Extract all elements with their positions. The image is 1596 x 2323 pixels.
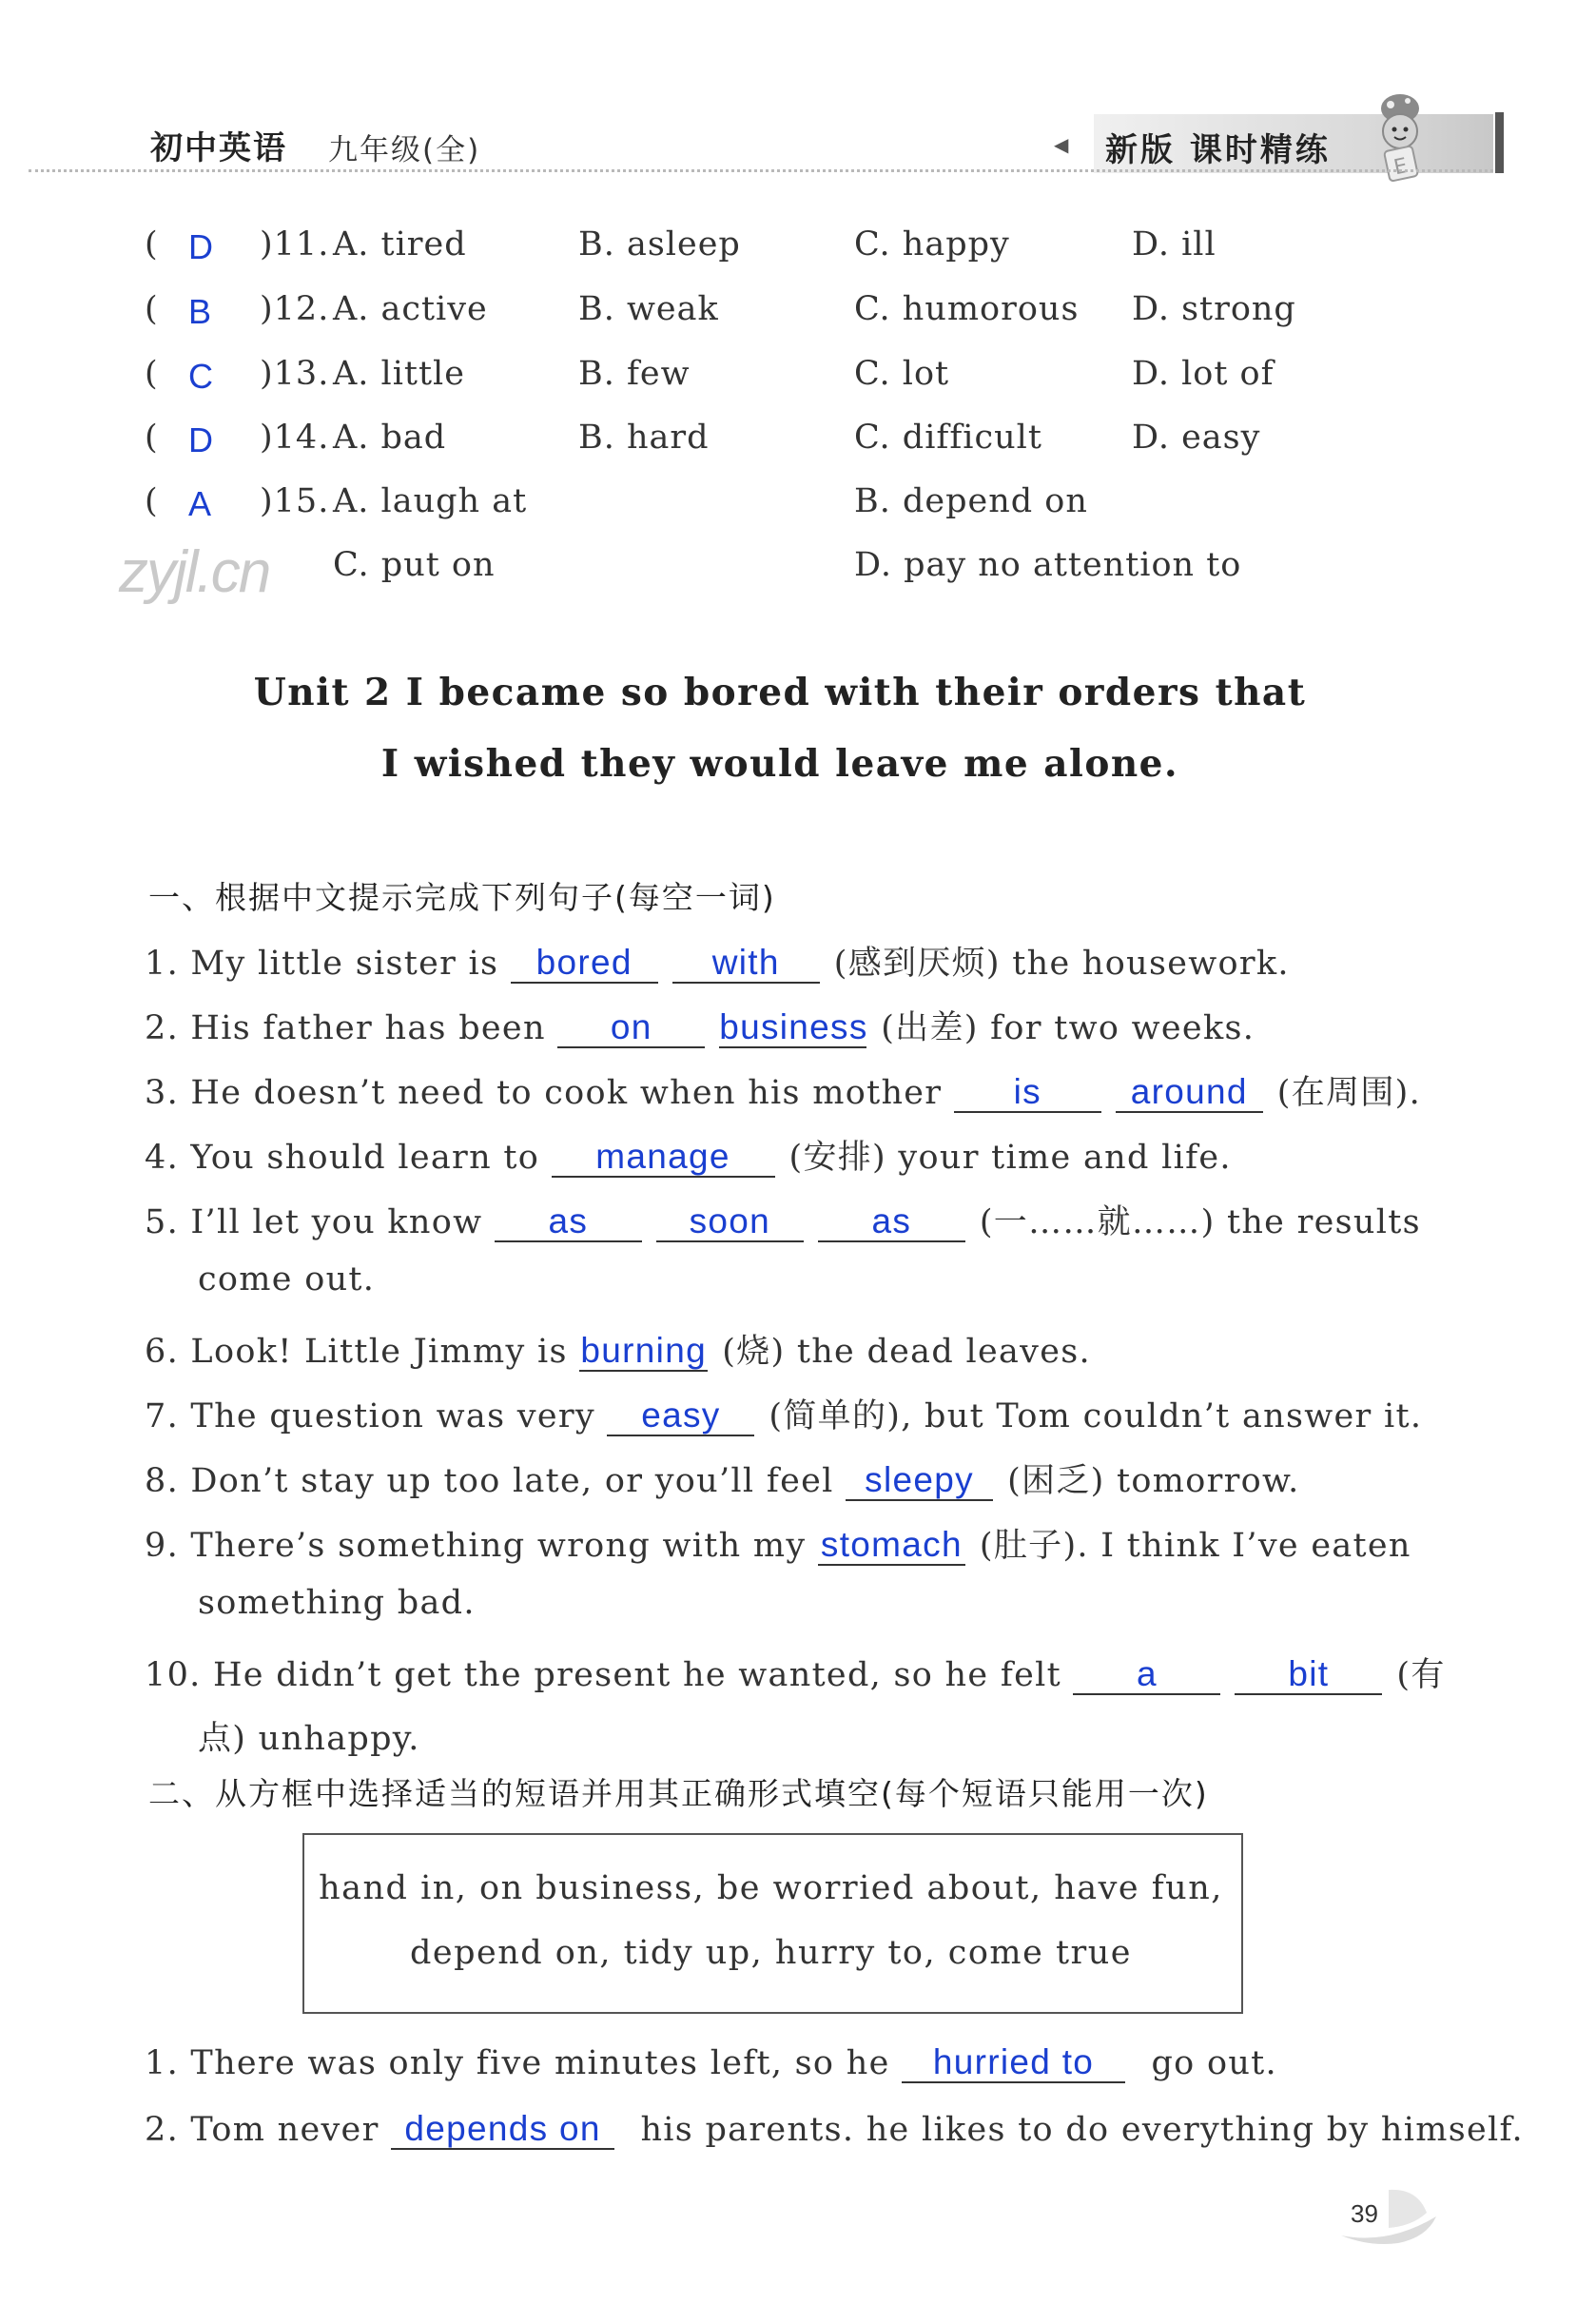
- answer-paren-open: (: [145, 290, 158, 328]
- option-d: D. easy: [1132, 419, 1261, 457]
- answer-blank[interactable]: as: [495, 1202, 642, 1242]
- sentence-text: 7. The question was very: [145, 1397, 608, 1435]
- answer-blank[interactable]: easy: [607, 1396, 754, 1436]
- option-a: A. bad: [333, 419, 447, 457]
- option-a: A. tired: [333, 225, 467, 264]
- sentence-text: 2. Tom never: [145, 2111, 392, 2149]
- triangle-left-icon: ◀: [1054, 133, 1069, 156]
- book-title: 初中英语: [150, 129, 287, 167]
- sentence-text: (简单的), but Tom couldn’t answer it.: [769, 1397, 1423, 1435]
- option-c: C. happy: [854, 225, 1010, 264]
- sentence-text: go out.: [1139, 2044, 1277, 2082]
- answer-letter: D: [188, 420, 213, 459]
- unit-title-line1: Unit 2 I became so bored with their orders that: [253, 671, 1307, 714]
- option-c: B. depend on: [854, 482, 1088, 520]
- sentence-text: (感到厌烦) the housework.: [833, 945, 1290, 983]
- answer-letter: C: [188, 357, 213, 396]
- sentence-text: 5. I’ll let you know: [145, 1203, 495, 1241]
- answer-blank[interactable]: stomach: [818, 1526, 965, 1566]
- page-curl-icon: [1332, 2178, 1446, 2247]
- section1-sentence: [145, 1519, 1411, 1567]
- option-c: C. lot: [854, 355, 950, 393]
- answer-blank[interactable]: business: [719, 1007, 868, 1046]
- option-a: A. active: [333, 290, 488, 328]
- answer-letter: D: [188, 227, 213, 266]
- grade-label: 九年级(全): [328, 133, 481, 167]
- answer-paren-open: (: [145, 419, 158, 457]
- option-d: D. strong: [1132, 290, 1296, 328]
- mascot-logo-icon: [1362, 88, 1438, 183]
- answer-blank[interactable]: around: [1116, 1073, 1263, 1113]
- sentence-text: 10. He didn’t get the present he wanted, so he felt: [145, 1656, 1074, 1694]
- question-number: )11.: [260, 225, 330, 264]
- sentence-text: (困乏) tomorrow.: [1007, 1462, 1300, 1500]
- sentence-text: 4. You should learn to: [145, 1139, 552, 1177]
- sentence-text: 2. His father has been: [145, 1009, 558, 1047]
- sentence-text: (肚子). I think I’ve eaten: [979, 1527, 1411, 1565]
- sentence-text: (一……就……) the results: [979, 1203, 1421, 1241]
- question-number: )14.: [260, 419, 330, 457]
- answer-blank[interactable]: sleepy: [846, 1461, 993, 1501]
- option-b: B. few: [578, 355, 691, 393]
- option-c: C. humorous: [854, 290, 1080, 328]
- section1-sentence: [145, 1131, 1232, 1179]
- answer-paren-open: (: [145, 355, 158, 393]
- section1-sentence: [145, 1649, 1446, 1696]
- phrase-box-line2: depend on, tidy up, hurry to, come true: [409, 1934, 1132, 1972]
- unit-title-line2: I wished they would leave me alone.: [380, 742, 1179, 786]
- sentence-text: 1. There was only five minutes left, so he: [145, 2044, 903, 2082]
- option-c: C. difficult: [854, 419, 1042, 457]
- phrase-box-line1: hand in, on business, be worried about, have fun,: [319, 1869, 1223, 1907]
- answer-blank[interactable]: bit: [1235, 1655, 1382, 1695]
- section1-sentence-continuation: 点) unhappy.: [198, 1720, 420, 1758]
- sentence-text: (出差) for two weeks.: [881, 1009, 1255, 1047]
- option-b: B. weak: [578, 290, 719, 328]
- section1-sentence: [145, 1454, 1300, 1502]
- answer-blank[interactable]: bored: [511, 944, 658, 984]
- sentence-text: (在周围).: [1276, 1074, 1422, 1112]
- question-number: )15.: [260, 482, 330, 520]
- question-number: )12.: [260, 290, 330, 328]
- phrase-box: [302, 1833, 1243, 2014]
- option-d: D. lot of: [1132, 355, 1275, 393]
- sentence-text: (烧) the dead leaves.: [722, 1333, 1091, 1371]
- sentence-text: 1. My little sister is: [145, 945, 511, 983]
- section1-sentence: [145, 937, 1290, 985]
- option-b: B. hard: [578, 419, 710, 457]
- sentence-text: (安排) your time and life.: [788, 1139, 1232, 1177]
- option-a: C. put on: [333, 546, 496, 584]
- section1-sentence-continuation: come out.: [198, 1260, 376, 1298]
- section1-sentence: [145, 1325, 1091, 1373]
- sentence-text: 3. He doesn’t need to cook when his mother: [145, 1074, 954, 1112]
- option-b: B. asleep: [578, 225, 741, 264]
- page-number: 39: [1351, 2199, 1378, 2228]
- logo-letter: E: [1392, 153, 1411, 181]
- header-divider: [29, 169, 1493, 172]
- answer-blank[interactable]: as: [818, 1202, 965, 1242]
- brand-title: 新版 课时精练: [1105, 131, 1331, 169]
- header-bar: [1495, 112, 1504, 173]
- answer-blank[interactable]: burning: [580, 1331, 707, 1370]
- answer-paren-open: (: [145, 225, 158, 264]
- sentence-text: 8. Don’t stay up too late, or you’ll feel: [145, 1462, 847, 1500]
- section1-heading: 一、根据中文提示完成下列句子(每空一词): [148, 879, 776, 916]
- sentence-text: his parents. he likes to do everything by himself.: [629, 2111, 1524, 2149]
- answer-blank[interactable]: soon: [656, 1202, 804, 1242]
- answer-blank[interactable]: hurried to: [902, 2043, 1125, 2083]
- sentence-text: 9. There’s something wrong with my: [145, 1527, 818, 1565]
- answer-letter: B: [188, 292, 212, 331]
- section1-sentence: [145, 1390, 1422, 1437]
- answer-letter: A: [188, 484, 212, 523]
- option-c: D. pay no attention to: [854, 546, 1242, 584]
- answer-blank[interactable]: a: [1073, 1655, 1220, 1695]
- section2-heading: 二、从方框中选择适当的短语并用其正确形式填空(每个短语只能用一次): [148, 1775, 1209, 1812]
- option-a: A. laugh at: [333, 482, 528, 520]
- answer-paren-open: (: [145, 482, 158, 520]
- section1-sentence: [145, 1002, 1255, 1049]
- sentence-text: 6. Look! Little Jimmy is: [145, 1333, 580, 1371]
- sentence-text: (有: [1396, 1656, 1446, 1694]
- option-d: D. ill: [1132, 225, 1216, 264]
- question-number: )13.: [260, 355, 330, 393]
- section1-sentence: [145, 1066, 1421, 1114]
- option-a: A. little: [333, 355, 465, 393]
- answer-blank[interactable]: manage: [552, 1138, 775, 1178]
- watermark: zyjl.cn: [119, 539, 270, 605]
- answer-blank[interactable]: on: [557, 1008, 705, 1048]
- answer-blank[interactable]: with: [672, 944, 820, 984]
- section1-sentence: [145, 1196, 1421, 1243]
- section2-sentence: [145, 2043, 1277, 2083]
- answer-blank[interactable]: depends on: [391, 2110, 614, 2150]
- section2-sentence: [145, 2110, 1524, 2150]
- answer-blank[interactable]: is: [954, 1073, 1101, 1113]
- section1-sentence-continuation: something bad.: [198, 1584, 476, 1622]
